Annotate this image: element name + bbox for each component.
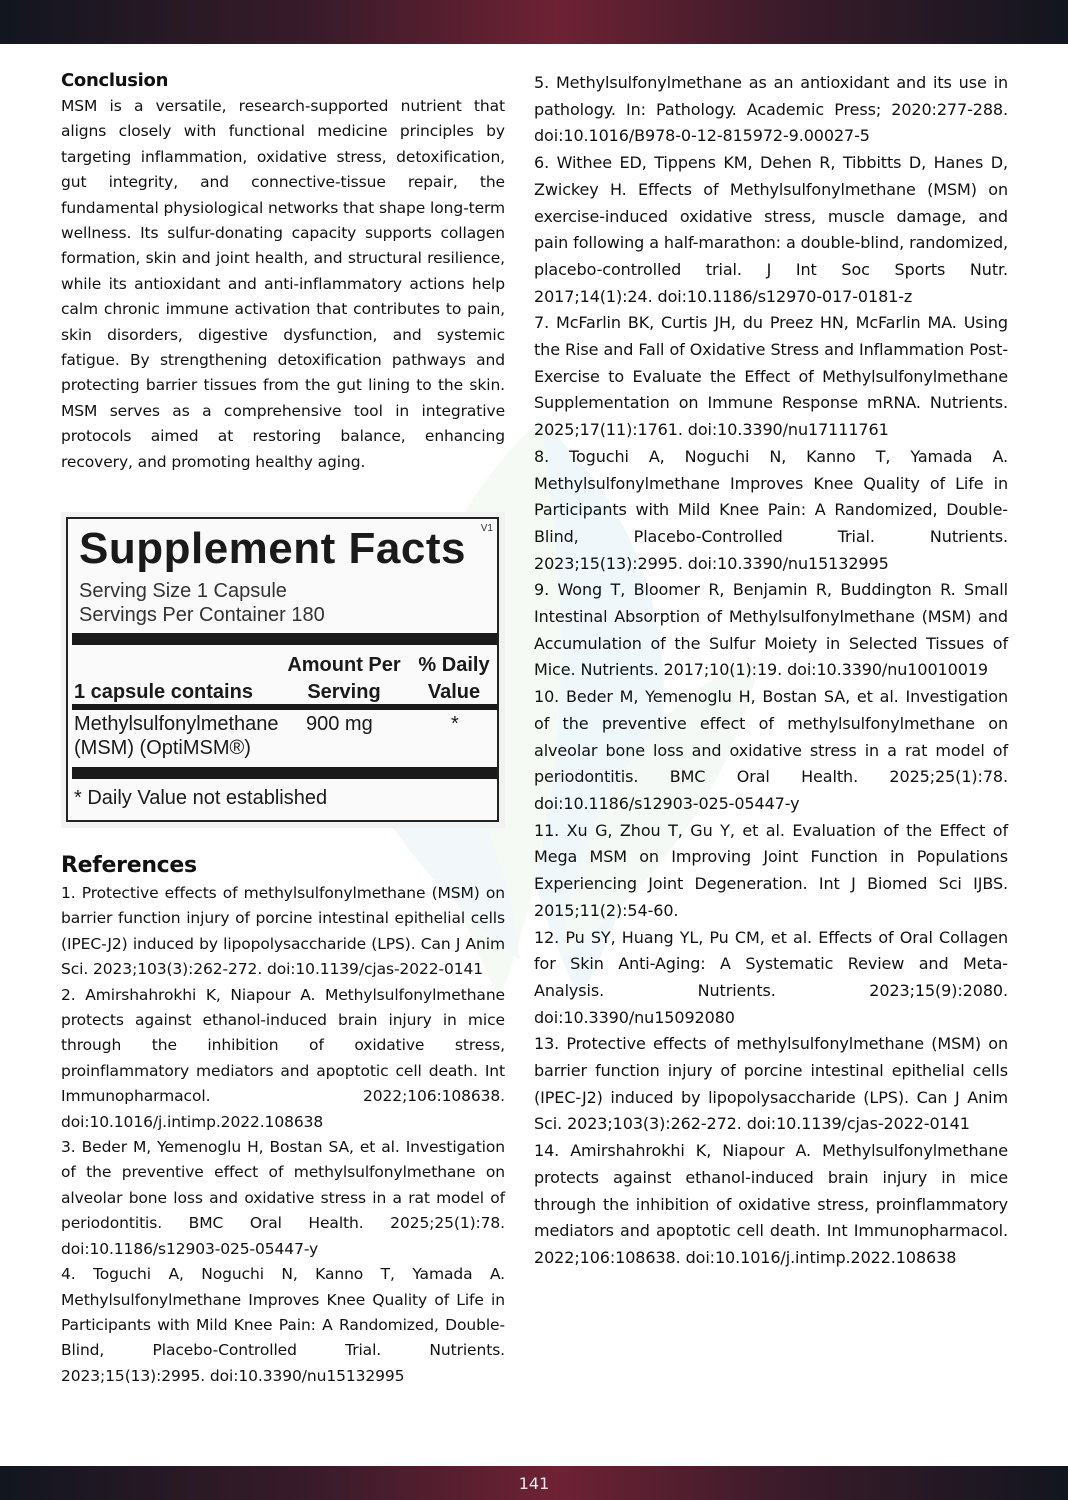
column-header-dv-line1: % Daily (418, 654, 490, 676)
ingredient-daily-value: * (451, 713, 459, 735)
reference-item: 3. Beder M, Yemenoglu H, Bostan SA, et al. Investigation of the preventive effect of methylsulfonylmethane on alveolar bone loss and oxidative stress in a rat model of periodontitis. BMC Oral Health. 2025;25(1):78. doi:10.1186/s12903-025-05447-y (61, 1138, 505, 1258)
column-header-daily-value (412, 652, 496, 706)
conclusion-body: MSM is a versatile, research-supported nutrient that aligns closely with functional medicine principles by targeting inflammation, oxidative stress, detoxification, gut integrity, and connective-tissue repair, the fundamental physiological networks that shape long-term wellness. Its sulfur-donating capacity supports collagen formation, skin and joint health, and structural resilience, while its antioxidant and anti-inflammatory actions help calm chronic immune activation that contributes to pain, skin disorders, digestive dysfunction, and systemic fatigue. By strengthening detoxification pathways and protecting barrier tissues from the gut lining to the skin. MSM serves as a comprehensive tool in integrative protocols aimed at restoring balance, enhancing recovery, and promoting healthy aging. (61, 97, 506, 471)
serving-size: Serving Size 1 Capsule (79, 580, 287, 602)
references-heading: References (61, 853, 197, 878)
references-right (534, 70, 1008, 1272)
ingredient-name (74, 712, 304, 760)
column-header-amount (280, 652, 408, 706)
reference-item: 2. Amirshahrokhi K, Niapour A. Methylsulfonylmethane protects against ethanol-induced brain injury in mice through the inhibition of oxidative stress, proinflammatory mediators and apoptotic cell death. Int Immunopharmacol. 2022;106:108638. doi:10.1016/j.intimp.2022.108638 (61, 985, 505, 1131)
daily-value-footnote: * Daily Value not established (74, 787, 328, 809)
column-header-amount-line1: Amount Per (287, 654, 401, 676)
ingredient-name-line1: Methylsulfonylmethane (74, 713, 279, 735)
reference-item: 1. Protective effects of methylsulfonylmethane (MSM) on barrier function injury of porcine intestinal epithelial cells (IPEC-J2) induced by lipopolysaccharide (LPS). Can J Anim Sci. 2023;103(3):262-272. doi:10.1139/cjas-2022-0141 (61, 884, 505, 979)
left-column (61, 68, 505, 475)
column-header-contains: 1 capsule contains (74, 681, 253, 703)
reference-item: 9. Wong T, Bloomer R, Benjamin R, Buddington R. Small Intestinal Absorption of Methylsulfonylmethane (MSM) and Accumulation of the Sulfur Moiety in Selected Tissues of Mice. Nutrients. 2017;10(1):19. doi:10.3390/nu10010019 (534, 580, 1008, 680)
page-number: 141 (518, 1473, 550, 1493)
reference-item: 4. Toguchi A, Noguchi N, Kanno T, Yamada A. Methylsulfonylmethane Improves Knee Quality of Life in Participants with Mild Knee Pain: A Randomized, Double-Blind, Placebo-Controlled Trial. Nutrients. 2023;15(13):2995. doi:10.3390/nu15132995 (61, 1265, 505, 1385)
supplement-facts-panel (61, 512, 505, 828)
divider-bar (72, 767, 497, 779)
serving-info (79, 579, 325, 627)
conclusion-heading: Conclusion (61, 70, 169, 91)
divider-bar (72, 633, 497, 645)
reference-item: 11. Xu G, Zhou T, Gu Y, et al. Evaluation of the Effect of Mega MSM on Improving Joint Function in Populations Experiencing Joint Degeneration. Int J Biomed Sci IJBS. 2015;11(2):54-60. (534, 820, 1008, 920)
supplement-facts-title: Supplement Facts (79, 524, 466, 573)
label-version: V1 (480, 523, 493, 534)
supplement-facts-box (66, 517, 499, 822)
reference-item: 10. Beder M, Yemenoglu H, Bostan SA, et al. Investigation of the preventive effect of methylsulfonylmethane on alveolar bone loss and oxidative stress in a rat model of periodontitis. BMC Oral Health. 2025;25(1):78. doi:10.1186/s12903-025-05447-y (534, 687, 1008, 813)
reference-item: 14. Amirshahrokhi K, Niapour A. Methylsulfonylmethane protects against ethanol-induced brain injury in mice through the inhibition of oxidative stress, proinflammatory mediators and apoptotic cell death. Int Immunopharmacol. 2022;106:108638. doi:10.1016/j.intimp.2022.108638 (534, 1141, 1008, 1267)
reference-item: 12. Pu SY, Huang YL, Pu CM, et al. Effects of Oral Collagen for Skin Anti-Aging: A Systematic Review and Meta-Analysis. Nutrients. 2023;15(9):2080. doi:10.3390/nu15092080 (534, 927, 1008, 1027)
references-left (61, 851, 505, 1389)
ingredient-name-line2: (MSM) (OptiMSM®) (74, 737, 251, 759)
divider-bar (72, 704, 497, 710)
ingredient-amount: 900 mg (306, 713, 373, 735)
column-header-amount-line2: Serving (307, 681, 381, 703)
servings-per-container: Servings Per Container 180 (79, 604, 325, 626)
reference-item: 6. Withee ED, Tippens KM, Dehen R, Tibbitts D, Hanes D, Zwickey H. Effects of Methylsulfonylmethane (MSM) on exercise-induced oxidative stress, muscle damage, and pain following a half-marathon: a double-blind, randomized, placebo-controlled trial. J Int Soc Sports Nutr. 2017;14(1):24. doi:10.1186/s12970-017-0181-z (534, 153, 1008, 306)
column-header-dv-line2: Value (427, 681, 481, 703)
reference-item: 5. Methylsulfonylmethane as an antioxidant and its use in pathology. In: Pathology. Academic Press; 2020:277-288. doi:10.1016/B978-0-12-815972-9.00027-5 (534, 73, 1008, 146)
header-band (0, 0, 1068, 44)
reference-item: 13. Protective effects of methylsulfonylmethane (MSM) on barrier function injury of porcine intestinal epithelial cells (IPEC-J2) induced by lipopolysaccharide (LPS). Can J Anim Sci. 2023;103(3):262-272. doi:10.1139/cjas-2022-0141 (534, 1034, 1008, 1134)
reference-item: 8. Toguchi A, Noguchi N, Kanno T, Yamada A. Methylsulfonylmethane Improves Knee Quality of Life in Participants with Mild Knee Pain: A Randomized, Double-Blind, Placebo-Controlled Trial. Nutrients. 2023;15(13):2995. doi:10.3390/nu15132995 (534, 446, 1008, 573)
footer-band (0, 1466, 1068, 1500)
reference-item: 7. McFarlin BK, Curtis JH, du Preez HN, McFarlin MA. Using the Rise and Fall of Oxidative Stress and Inflammation Post-Exercise to Evaluate the Effect of Methylsulfonylmethane Supplementation on Immune Response mRNA. Nutrients. 2025;17(11):1761. doi:10.3390/nu17111761 (534, 313, 1008, 440)
